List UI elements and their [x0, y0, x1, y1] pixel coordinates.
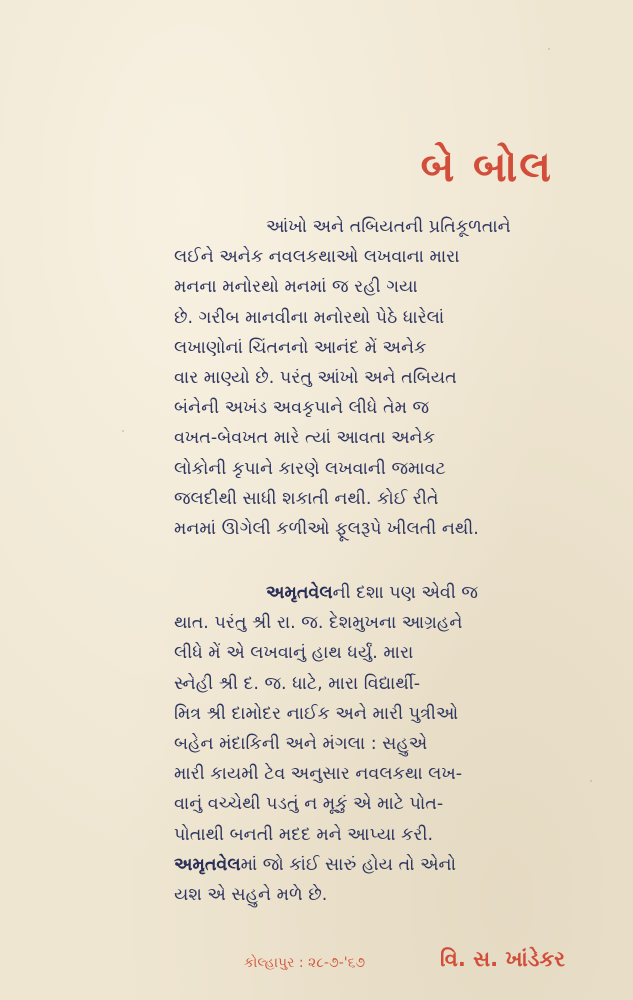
text-line: વખત-બેવખત મારે ત્યાં આવતા અનેક [174, 428, 435, 449]
author-signature: વિ. સ. ખાંડેકર [440, 947, 566, 971]
text-line: થાત. પરંતુ શ્રી રા. જ. દેશમુખના આગ્રહને [174, 613, 463, 634]
text-line: વાનું વચ્ચેથી પડતું ન મૂકું એ માટે પોત- [174, 794, 444, 815]
text-line: પોતાથી બનતી મદદ મને આપ્યા કરી. [174, 824, 434, 845]
text-line: મારી કાયમી ટેવ અનુસાર નવલકથા લખ- [174, 764, 463, 785]
book-title-mention: અમૃતવેલ [266, 583, 333, 603]
text-line: બંનેની અખંડ અવકૃપાને લીધે તેમ જ [174, 398, 430, 419]
paragraph-1 [174, 212, 544, 544]
text-line [174, 850, 544, 880]
text-line: લોકોની કૃપાને કારણે લખવાની જમાવટ [174, 458, 446, 479]
book-title-mention: અમૃતવેલ [174, 854, 241, 875]
text-line: લઈને અનેક નવલકથાઓ લખવાના મારા [174, 247, 460, 268]
text-segment: માં જો કાંઈ સારું હોય તો એનો [240, 854, 456, 875]
place-date: કોલ્હાપુર : ૨૮-૭-'૬૭ [244, 955, 366, 971]
text-line: વાર માણ્યો છે. પરંતુ આંખો અને તબિયત [174, 368, 457, 389]
text-line: મનના મનોરથો મનમાં જ રહી ગયા [174, 277, 418, 298]
page-title: બે બોલ [420, 142, 553, 191]
text-line: લીધે મેં એ લખવાનું હાથ ધર્યું. મારા [174, 643, 414, 664]
text-line: મિત્ર શ્રી દામોદર નાઈક અને મારી પુત્રીઓ [174, 703, 459, 724]
text-line: યશ એ સહુને મળે છે. [174, 885, 328, 906]
text-line: આંખો અને તબિયતની પ્રતિકૂળતાને [266, 217, 511, 237]
text-line: બહેન મંદાકિની અને મંગલા : સહુએ [174, 734, 428, 755]
paper-speck [590, 780, 592, 782]
text-segment: ની દશા પણ એવી જ [332, 583, 478, 603]
text-line: સ્નેહી શ્રી દ. જ. ધાટે, મારા વિદ્યાર્થી- [174, 673, 421, 694]
paper-speck [122, 430, 124, 432]
paper-speck [548, 48, 550, 50]
text-line: મનમાં ઊગેલી કળીઓ ફૂલરૂપે ખીલતી નથી. [174, 519, 479, 540]
text-line: જલદીથી સાધી શકાતી નથી. કોઈ રીતે [174, 488, 439, 509]
text-line: છે. ગરીબ માનવીના મનોરથો પેઠે ધારેલાં [174, 307, 445, 328]
text-line [174, 578, 544, 608]
paragraph-2 [174, 578, 544, 910]
text-line: લખાણોનાં ચિંતનનો આનંદ મેં અનેક [174, 337, 427, 358]
